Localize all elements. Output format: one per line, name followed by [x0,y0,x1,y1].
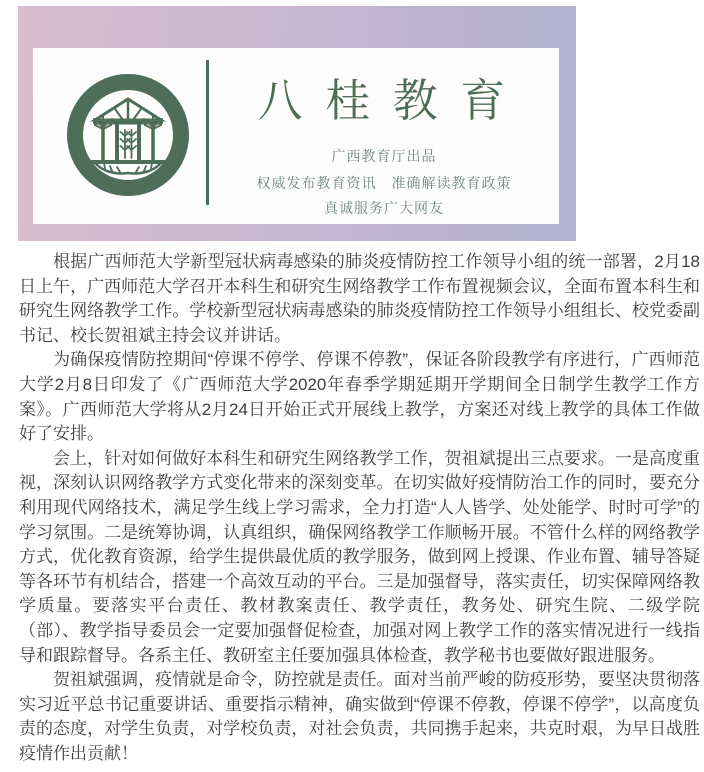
paragraph-3: 会上，针对如何做好本科生和研究生网络教学工作，贺祖斌提出三点要求。一是高度重视，深刻认识网络教学方式变化带来的深刻变革。在切实做好疫情防治工作的同时，要充分利用现代网络技术，满足学生线上学习需求，全力打造“人人皆学、处处能学、时时可学”的学习氛围。二是统筹协调，认真组织，确保网络教学工作顺畅开展。不管什么样的网络教学方式，优化教育资源，给学生提供最优质的教学服务，做到网上授课、作业布置、辅导答疑等各环节有机结合，搭建一个高效互动的平台。三是加强督导，落实责任，切实保障网络教学质量。要落实平台责任、教材教案责任、教学责任，教务处、研究生院、二级学院（部）、教学指导委员会一定要加强督促检查，加强对网上教学工作的落实情况进行一线指导和跟踪督导。各系主任、教研室主任要加强具体检查，教学秘书也要做好跟进服务。 [19,448,700,665]
paragraph-4: 贺祖斌强调，疫情就是命令，防控就是责任。面对当前严峻的防疫形势，要坚决贯彻落实习近平总书记重要讲话、重要指示精神，确实做到“停课不停教，停课不停学”，以高度负责的态度，对学生负责，对学校负责，对社会负责，共同携手起来，共克时艰，为早日战胜疫情作出贡献！ [19,670,700,763]
pavilion-seal-icon [65,72,191,198]
paragraph-1: 根据广西师范大学新型冠状病毒感染的肺炎疫情防控工作领导小组的统一部署，2月18日上午，广西师范大学召开本科生和研究生网络教学工作布置视频会议，全面布置本科生和研究生网络教学工作。学校新型冠状病毒感染的肺炎疫情防控工作领导小组组长、校党委副书记、校长贺祖斌主持会议并讲话。 [19,252,700,345]
brand-slogan: 权威发布教育资讯 准确解读教育政策 [256,175,512,191]
brand-producer: 广西教育厅出品 [331,148,437,164]
brand-block [209,48,559,224]
paragraph-2: 为确保疫情防控期间“停课不停学、停课不停教”，保证各阶段教学有序进行，广西师范大学2月8日印发了《广西师范大学2020年春季学期延期开学期间全日制学生教学工作方案》。广西师范大学将从2月24日开始正式开展线上教学，方案还对线上教学的具体工作做好了安排。 [19,350,700,444]
brand-service: 真诚服务广大网友 [324,200,444,216]
banner-card [33,48,559,224]
header-banner [18,6,576,241]
article-body [19,250,700,766]
brand-title: 八 桂 教 育 [257,75,511,126]
